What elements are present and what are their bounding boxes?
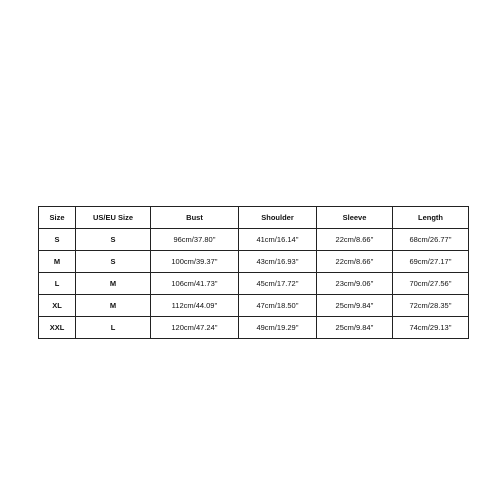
cell-length: 72cm/28.35'' <box>393 295 469 317</box>
header-sleeve: Sleeve <box>317 207 393 229</box>
header-shoulder: Shoulder <box>239 207 317 229</box>
cell-length: 68cm/26.77'' <box>393 229 469 251</box>
cell-us-eu-size: L <box>76 317 151 339</box>
cell-size: S <box>39 229 76 251</box>
cell-sleeve: 25cm/9.84'' <box>317 295 393 317</box>
cell-bust: 112cm/44.09'' <box>151 295 239 317</box>
cell-size: M <box>39 251 76 273</box>
cell-us-eu-size: M <box>76 273 151 295</box>
cell-sleeve: 23cm/9.06'' <box>317 273 393 295</box>
cell-shoulder: 43cm/16.93'' <box>239 251 317 273</box>
cell-bust: 96cm/37.80'' <box>151 229 239 251</box>
cell-us-eu-size: S <box>76 229 151 251</box>
cell-bust: 106cm/41.73'' <box>151 273 239 295</box>
cell-shoulder: 45cm/17.72'' <box>239 273 317 295</box>
cell-size: XXL <box>39 317 76 339</box>
table-row <box>39 273 469 295</box>
cell-us-eu-size: S <box>76 251 151 273</box>
header-length: Length <box>393 207 469 229</box>
cell-shoulder: 47cm/18.50'' <box>239 295 317 317</box>
size-chart-table <box>38 206 469 339</box>
cell-shoulder: 41cm/16.14'' <box>239 229 317 251</box>
cell-sleeve: 25cm/9.84'' <box>317 317 393 339</box>
cell-length: 69cm/27.17'' <box>393 251 469 273</box>
cell-size: XL <box>39 295 76 317</box>
cell-shoulder: 49cm/19.29'' <box>239 317 317 339</box>
cell-bust: 120cm/47.24'' <box>151 317 239 339</box>
table-row <box>39 229 469 251</box>
cell-sleeve: 22cm/8.66'' <box>317 229 393 251</box>
table-row <box>39 317 469 339</box>
cell-length: 70cm/27.56'' <box>393 273 469 295</box>
cell-us-eu-size: M <box>76 295 151 317</box>
cell-bust: 100cm/39.37'' <box>151 251 239 273</box>
table-row <box>39 251 469 273</box>
cell-sleeve: 22cm/8.66'' <box>317 251 393 273</box>
table-row <box>39 295 469 317</box>
cell-size: L <box>39 273 76 295</box>
header-bust: Bust <box>151 207 239 229</box>
header-size: Size <box>39 207 76 229</box>
header-row <box>39 207 469 229</box>
header-us-eu-size: US/EU Size <box>76 207 151 229</box>
cell-length: 74cm/29.13'' <box>393 317 469 339</box>
